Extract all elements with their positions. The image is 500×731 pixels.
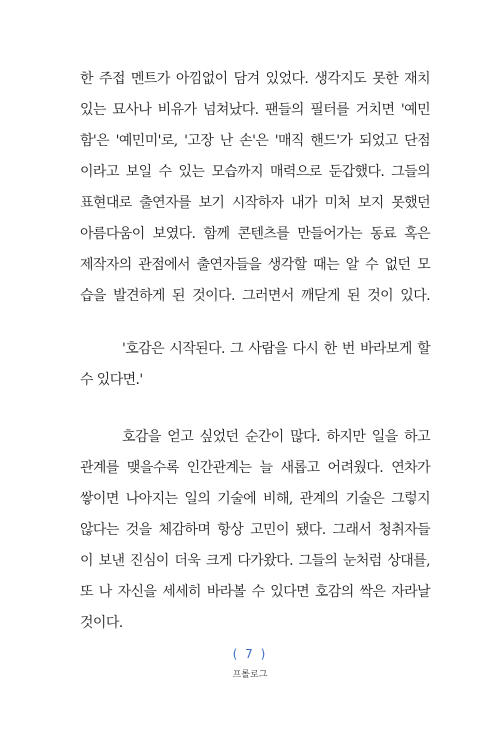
text-line: 이 보낸 진심이 더욱 크게 다가왔다. 그들의 눈처럼 상대를,: [80, 553, 430, 569]
quote-paragraph: [80, 334, 430, 396]
text-line: 이라고 보일 수 있는 모습까지 매력으로 둔갑했다. 그들의: [80, 164, 430, 180]
text-line: 것이다.: [80, 615, 123, 631]
text-line: 제작자의 관점에서 출연자들을 생각할 때는 알 수 없던 모: [80, 257, 430, 273]
section-title: 프롤로그: [232, 670, 268, 680]
text-line: 관계를 맺을수록 인간관계는 늘 새롭고 어려웠다. 연차가: [80, 460, 430, 476]
text-line: 한 주접 멘트가 아낌없이 담겨 있었다. 생각지도 못한 재치: [80, 71, 430, 87]
text-line: 쌓이면 나아지는 일의 기술에 비해, 관계의 기술은 그렇지: [80, 491, 430, 507]
paragraph-3: [80, 422, 430, 639]
text-line: 아름다움이 보였다. 함께 콘텐츠를 만들어가는 동료 혹은: [80, 226, 430, 242]
text-line: '호감은 시작된다. 그 사람을 다시 한 번 바라보게 할: [122, 341, 430, 357]
text-line: 또 나 자신을 세세히 바라볼 수 있다면 호감의 싹은 자라날: [80, 584, 430, 600]
page-number: ( 7 ): [232, 647, 268, 661]
text-line: 수 있다면.': [80, 372, 143, 388]
text-line: 표현대로 출연자를 보기 시작하자 내가 미처 보지 못했던: [80, 195, 430, 211]
text-line: 습을 발견하게 된 것이다. 그러면서 깨닫게 된 것이 있다.: [80, 288, 430, 304]
text-line: 호감을 얻고 싶었던 순간이 많다. 하지만 일을 하고: [122, 429, 430, 445]
text-line: 함'은 '예민미'로, '고장 난 손'은 '매직 핸드'가 되었고 단점: [80, 133, 430, 149]
text-line: 않다는 것을 체감하며 항상 고민이 됐다. 그래서 청취자들: [80, 522, 430, 538]
paragraph-1: [80, 64, 430, 312]
text-line: 있는 묘사나 비유가 넘쳐났다. 팬들의 필터를 거치면 '예민: [80, 102, 430, 118]
